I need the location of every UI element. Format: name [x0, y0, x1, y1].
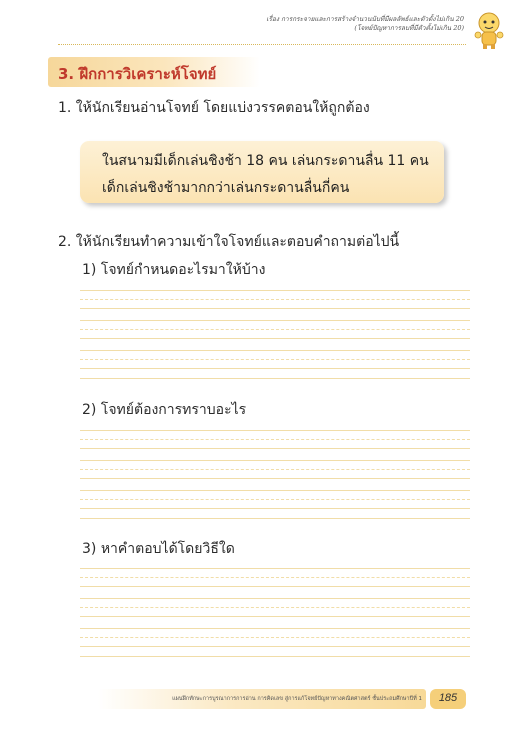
- answer-lines-1[interactable]: [80, 290, 470, 380]
- header-divider: [58, 44, 466, 45]
- page-number: 185: [438, 692, 458, 704]
- header-line-2: (โจทย์ปัญหาการลบที่มีตัวตั้งไม่เกิน 20): [354, 24, 464, 32]
- question-2: 2. ให้นักเรียนทำความเข้าใจโจทย์และตอบคำถามต่อไปนี้: [58, 234, 400, 250]
- answer-lines-2[interactable]: [80, 430, 470, 520]
- story-line-1: ในสนามมีเด็กเล่นชิงช้า 18 คน เล่นกระดานลื่น 11 คน: [102, 153, 429, 169]
- section-title: 3. ฝึกการวิเคราะห์โจทย์: [58, 65, 217, 83]
- story-line-2: เด็กเล่นชิงช้ามากกว่าเล่นกระดานลื่นกี่คน: [102, 180, 350, 196]
- question-1: 1. ให้นักเรียนอ่านโจทย์ โดยแบ่งวรรคตอนให้ถูกต้อง: [58, 100, 370, 116]
- mascot-character-icon: [472, 10, 506, 50]
- sub-question-2: 2) โจทย์ต้องการทราบอะไร: [82, 402, 247, 418]
- footer-text: แผนฝึกทักษะการบูรณาการการอ่าน การคิดเลข สู่การแก้โจทย์ปัญหาทางคณิตศาสตร์ ชั้นประถมศึกษาปีที่ 1: [172, 696, 422, 702]
- answer-lines-3[interactable]: [80, 568, 470, 658]
- sub-question-1: 1) โจทย์กำหนดอะไรมาให้บ้าง: [82, 262, 266, 278]
- sub-question-3: 3) หาคำตอบได้โดยวิธีใด: [82, 541, 235, 557]
- page-header: [104, 15, 464, 33]
- header-line-1: เรื่อง การกระจายและการสร้างจำนวนนับที่มีผลลัพธ์และตัวตั้งไม่เกิน 20: [266, 15, 464, 23]
